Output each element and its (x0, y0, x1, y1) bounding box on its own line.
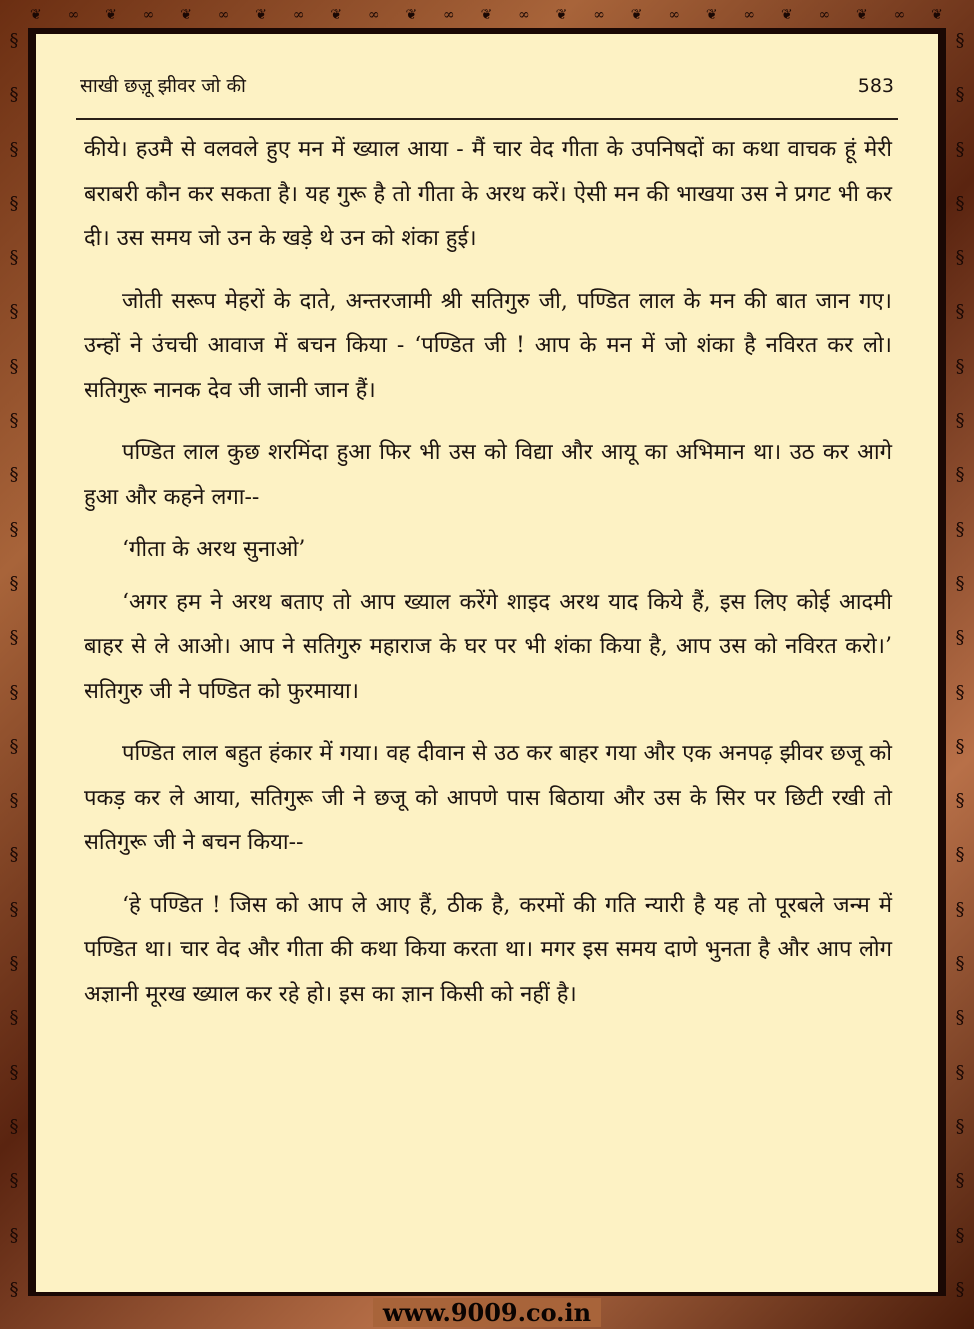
frame-ornament-top: ❦ ∞ ❦ ∞ ❦ ∞ ❦ ∞ ❦ ∞ ❦ ∞ ❦ ∞ ❦ ∞ ❦ ∞ ❦ ∞ ❦ ∞ ❦ ∞ ❦ (30, 7, 944, 23)
body-text (84, 128, 892, 1035)
paragraph: कीये। हउमै से वलवले हुए मन में ख्याल आया - मैं चार वेद गीता के उपनिषदों का कथा वाचक हूं मेरी बराबरी कौन कर सकता है। यह गुरू है तो गीता के अरथ करें। ऐसी मन की भाखया उस ने प्रगट भी कर दी। उस समय जो उन के खड़े थे उन को शंका हुई। (84, 137, 892, 251)
footer (0, 1296, 974, 1329)
header-title: साखी छज़ू झीवर जो की (80, 75, 246, 97)
website-link[interactable]: www.9009.co.in (373, 1298, 601, 1327)
paragraph: पण्डित लाल कुछ शरमिंदा हुआ फिर भी उस को विद्या और आयू का अभिमान था। उठ कर आगे हुआ और कहने लगा-- (84, 440, 892, 510)
page-number: 583 (857, 75, 894, 97)
paragraph: जोती सरूप मेहरों के दाते, अन्तरजामी श्री सतिगुरु जी, पण्डित लाल के मन की बात जान गए। उन्हों ने उंचची आवाज में बचन किया - ‘पण्डित जी ! आप के मन में जो शंका है नविरत कर लो। सतिगुरू नानक देव जी जानी जान हैं। (84, 288, 892, 403)
header-rule (76, 118, 898, 120)
frame-ornament-right: § § § § § § § § § § § § § § § § § § § § § § § § (955, 30, 965, 1300)
paragraph: ‘हे पण्डित ! जिस को आप ले आए हैं, ठीक है, करमों की गति न्यारी है यह तो पूरबले जन्म में पण्डित था। चार वेद और गीता की कथा किया करता था। मगर इस समय दाणे भुनता है और आप लोग अज्ञानी मूरख ख्याल कर रहे हो। इस का ज्ञान किसी को नहीं है। (84, 892, 892, 1007)
paragraph: पण्डित लाल बहुत हंकार में गया। वह दीवान से उठ कर बाहर गया और एक अनपढ़ झीवर छजू को पकड़ कर ले आया, सतिगुरू जी ने छजू को आपणे पास बिठाया और उस के सिर पर छिटी रखी तो सतिगुरू जी ने बचन किया-- (84, 741, 892, 855)
paragraph: ‘अगर हम ने अरथ बताए तो आप ख्याल करेंगे शाइद अरथ याद किये हैं, इस लिए कोई आदमी बाहर से ले आओ। आप ने सतिगुरु महाराज के घर पर भी शंका किया है, आप उस को नविरत करो।’ सतिगुरु जी ने पण्डित को फुरमाया। (84, 589, 892, 704)
paragraph: ‘गीता के अरथ सुनाओ’ (122, 537, 306, 562)
book-page (36, 34, 938, 1292)
running-header (80, 72, 894, 100)
frame-ornament-left: § § § § § § § § § § § § § § § § § § § § § § § § (9, 30, 19, 1300)
